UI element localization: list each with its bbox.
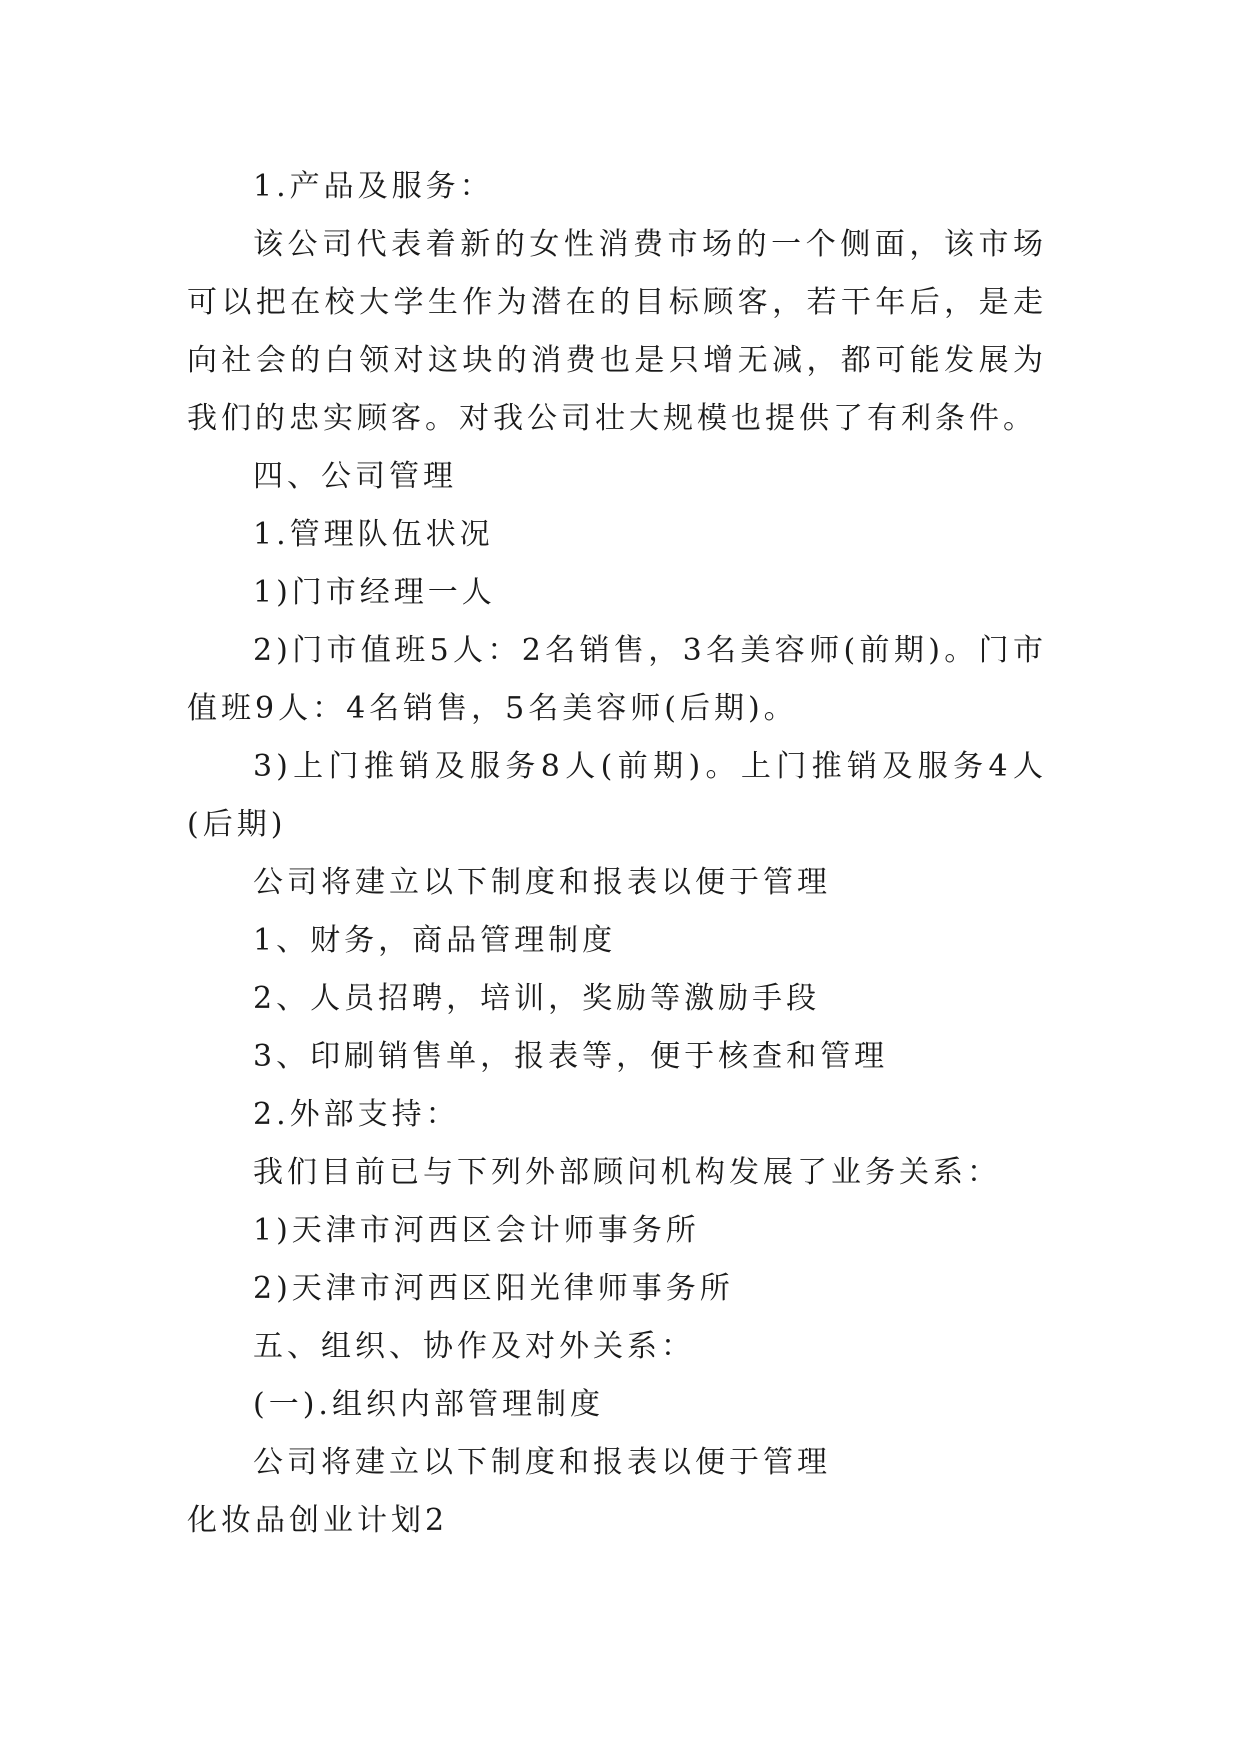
list-item-store-manager: 1)门市经理一人: [253, 575, 496, 610]
list-item-sales-forms: 3、印刷销售单，报表等，便于核查和管理: [253, 1039, 889, 1074]
list-item-finance-system: 1、财务，商品管理制度: [253, 923, 617, 958]
list-item-recruitment: 2、人员招聘，培训，奖励等激励手段: [253, 981, 821, 1016]
paragraph-systems-intro-repeat: 公司将建立以下制度和报表以便于管理: [253, 1445, 831, 1480]
list-item-law-firm: 2)天津市河西区阳光律师事务所: [253, 1271, 734, 1306]
document-next-title: 化妆品创业计划2: [187, 1503, 449, 1538]
list-item-store-staff: 2)门市值班5人：2名销售，3名美容师(前期)。门市值班9人：4名销售，5名美容师(后期)。: [187, 633, 1047, 726]
document-body: [187, 158, 1047, 1550]
paragraph-external-advisors-intro: 我们目前已与下列外部顾问机构发展了业务关系：: [253, 1155, 1001, 1190]
paragraph-products-services-heading: 1.产品及服务：: [253, 169, 494, 204]
section-heading-organization: 五、组织、协作及对外关系：: [253, 1329, 695, 1364]
paragraph-external-support-heading: 2.外部支持：: [253, 1097, 460, 1132]
paragraph-internal-management-heading: (一).组织内部管理制度: [253, 1387, 604, 1422]
paragraph-management-team-heading: 1.管理队伍状况: [253, 517, 494, 552]
paragraph-market-description: 该公司代表着新的女性消费市场的一个侧面，该市场可以把在校大学生作为潜在的目标顾客，若干年后，是走向社会的白领对这块的消费也是只增无减，都可能发展为我们的忠实顾客。对我公司壮大规模也提供了有利条件。: [187, 227, 1047, 436]
paragraph-systems-intro: 公司将建立以下制度和报表以便于管理: [253, 865, 831, 900]
list-item-door-to-door-sales: 3)上门推销及服务8人(前期)。上门推销及服务4人(后期): [187, 749, 1047, 842]
list-item-accounting-firm: 1)天津市河西区会计师事务所: [253, 1213, 700, 1248]
section-heading-company-management: 四、公司管理: [253, 459, 457, 494]
